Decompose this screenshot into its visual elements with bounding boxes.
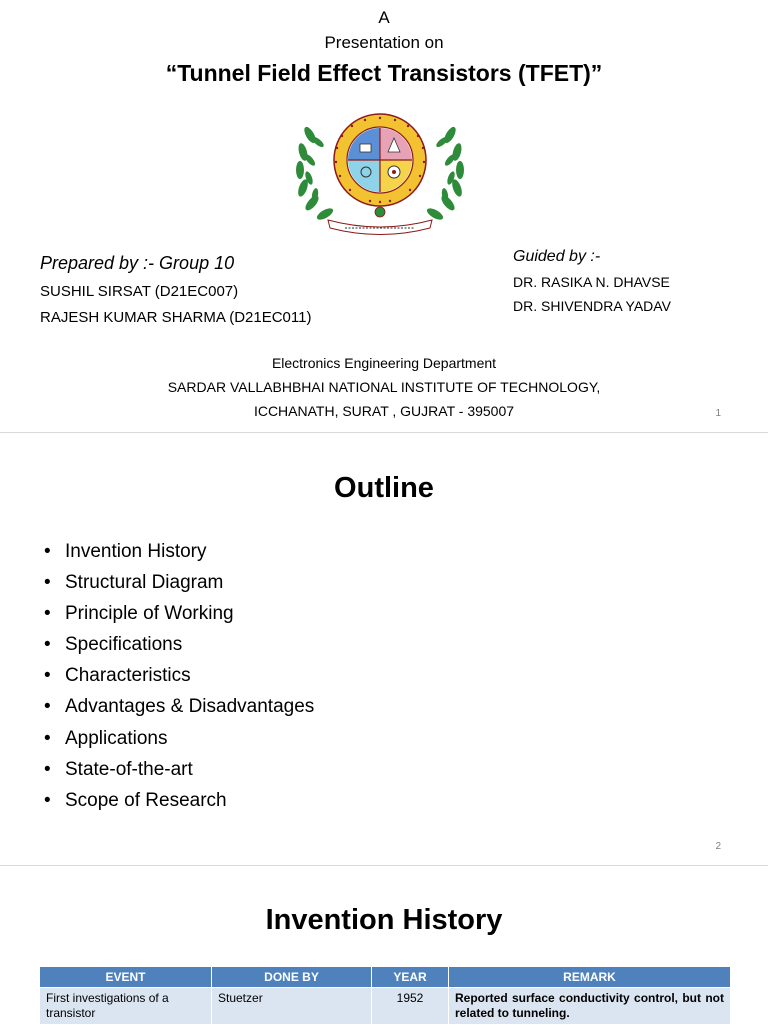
table-cell: Stuetzer <box>212 988 372 1025</box>
bullet-icon: • <box>44 603 51 625</box>
column-header: DONE BY <box>212 967 372 988</box>
slide-title: Invention History <box>265 904 503 936</box>
left-wreath-icon <box>296 125 335 222</box>
table-header-row <box>40 967 731 988</box>
list-item: • State-of-the-art <box>44 758 193 780</box>
bullet-icon: • <box>44 572 51 594</box>
slide-title: Outline <box>334 472 434 504</box>
list-item: • Scope of Research <box>44 789 227 811</box>
bullet-icon: • <box>44 758 51 780</box>
bullet-icon: • <box>44 789 51 811</box>
outline-list <box>44 540 314 820</box>
intro-line-presentation: Presentation on <box>324 33 444 52</box>
page-number: 2 <box>715 841 721 852</box>
invention-history-slide <box>0 866 768 1024</box>
guide-name: DR. RASIKA N. DHAVSE <box>513 274 670 290</box>
list-item: • Invention History <box>44 541 207 562</box>
bullet-icon: • <box>44 696 51 718</box>
guide-name: DR. SHIVENDRA YADAV <box>513 298 671 314</box>
right-wreath-icon <box>425 125 464 222</box>
department-name: Electronics Engineering Department <box>271 355 497 371</box>
history-table <box>39 966 731 1025</box>
intro-line-a: A <box>378 8 390 27</box>
page-number: 1 <box>715 408 721 419</box>
list-item: • Advantages & Disadvantages <box>44 696 315 718</box>
bullet-icon: • <box>44 541 51 562</box>
list-item: • Characteristics <box>44 665 191 687</box>
table-row <box>40 988 731 1025</box>
list-item: • Applications <box>44 727 168 749</box>
list-item: • Specifications <box>44 634 183 656</box>
bullet-icon: • <box>44 665 51 687</box>
column-header: YEAR <box>372 967 449 988</box>
presentation-title: “Tunnel Field Effect Transistors (TFET)” <box>165 60 603 86</box>
bullet-icon: • <box>44 727 51 749</box>
table-cell: 1952 <box>372 988 449 1025</box>
list-item: • Principle of Working <box>44 603 234 625</box>
bullet-icon: • <box>44 634 51 656</box>
outline-slide <box>0 433 768 865</box>
institute-address: ICCHANATH, SURAT , GUJRAT - 395007 <box>253 403 515 419</box>
title-slide <box>0 0 768 432</box>
table-cell: First investigations of a transistor <box>40 988 212 1025</box>
prepared-by-heading: Prepared by :- Group 10 <box>40 253 235 273</box>
institute-logo <box>290 110 470 235</box>
institute-name: SARDAR VALLABHBHAI NATIONAL INSTITUTE OF TECHNOLOGY, <box>167 379 601 395</box>
table-cell: Reported surface conductivity control, but not related to tunneling. <box>449 988 731 1025</box>
member-name: SUSHIL SIRSAT (D21EC007) <box>40 283 239 300</box>
column-header: EVENT <box>40 967 212 988</box>
guided-by-heading: Guided by :- <box>513 248 601 265</box>
list-item: • Structural Diagram <box>44 572 224 594</box>
column-header: REMARK <box>449 967 731 988</box>
member-name: RAJESH KUMAR SHARMA (D21EC011) <box>40 309 312 326</box>
